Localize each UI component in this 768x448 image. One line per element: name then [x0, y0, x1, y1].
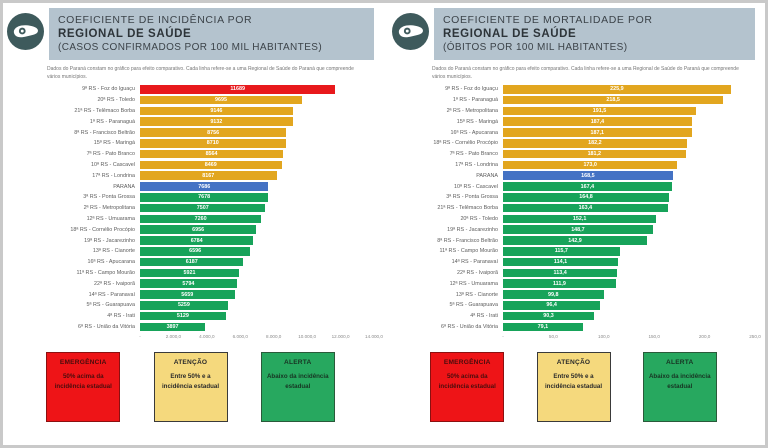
chart-title-line2: REGIONAL DE SAÚDE [443, 28, 577, 41]
bar-value-label: 9695 [215, 97, 228, 104]
bar-value-label: 8756 [207, 129, 220, 136]
chart-disclaimer: Dados do Paraná constam no gráfico para efeito comparativo. Cada linha refere-se a uma Regional de Saúde do Paraná que compreende vários municípios. [432, 66, 739, 80]
bar-value-label: 5129 [176, 313, 189, 320]
chart-row [392, 160, 755, 171]
bar-estado [140, 182, 268, 191]
bar-track [503, 161, 755, 170]
bar-value-label: 90,3 [543, 313, 554, 320]
chart-row [7, 116, 374, 127]
chart-row [392, 300, 755, 311]
chart-title-line1: COEFICIENTE DE MORTALIDADE POR [443, 14, 653, 26]
bar-category-label: 18ª RS - Cornélio Procópio [70, 226, 135, 233]
chart-row [392, 289, 755, 300]
bar-value-label: 113,4 [553, 269, 567, 276]
x-axis-tick: 10.000,0 [298, 334, 317, 340]
bar-rows [392, 84, 755, 332]
bar-category-label: 21ª RS - Telêmaco Borba [74, 107, 135, 114]
panel-incidencia [3, 3, 384, 445]
bar-atencao [140, 150, 283, 159]
bar-value-label: 111,9 [552, 280, 566, 287]
bar-track [503, 182, 755, 191]
infographic [3, 3, 765, 445]
bar-track [140, 204, 374, 213]
bar-category-label: 12ª RS - Umuarama [86, 215, 135, 222]
bar-category-label: PARANÁ [476, 172, 498, 179]
x-axis-spacer [392, 334, 503, 343]
bar-track [503, 225, 755, 234]
bar-track [140, 215, 374, 224]
chart-title-line1: COEFICIENTE DE INCIDÊNCIA POR [58, 14, 253, 26]
legend-box-emergencia [430, 352, 504, 422]
legend-title-atencao: ATENÇÃO [556, 359, 591, 367]
bar-alerta [140, 225, 256, 234]
x-axis-ticks [139, 334, 383, 343]
x-axis [7, 334, 383, 343]
chart-title-box [49, 8, 374, 60]
x-axis-tick: 4.000,0 [199, 334, 215, 340]
legend-title-alerta: ALERTA [284, 359, 312, 367]
bar-value-label: 191,5 [592, 107, 607, 114]
bar-track [140, 269, 374, 278]
bar-category-label: 14ª RS - Paranavaí [88, 291, 135, 298]
bar-value-label: 6596 [189, 248, 202, 255]
parana-health-logo-icon [392, 13, 429, 50]
bar-category-label: 17ª RS - Londrina [455, 161, 498, 168]
bar-track [503, 117, 755, 126]
bar-track [140, 182, 374, 191]
bar-value-label: 187,4 [590, 118, 605, 125]
legend-desc-alerta: Abaixo da incidência estadual [266, 373, 329, 390]
bar-value-label: 115,7 [554, 248, 568, 255]
chart-row [392, 278, 755, 289]
chart-row [7, 95, 374, 106]
chart-row [7, 127, 374, 138]
bar-alerta [503, 279, 616, 288]
legend-title-emergencia: EMERGÊNCIA [443, 359, 491, 367]
bar-atencao [140, 128, 286, 137]
bar-atencao [503, 128, 692, 137]
panel-mortalidade [384, 3, 765, 445]
bar-category-label: 8ª RS - Francisco Beltrão [437, 237, 498, 244]
bar-category-label: 7ª RS - Pato Branco [449, 151, 498, 158]
bar-atencao [503, 150, 686, 159]
legend-title-alerta: ALERTA [666, 359, 694, 367]
bar-category-label: 15ª RS - Maringá [456, 118, 498, 125]
bar-category-label: 18ª RS - Cornélio Procópio [433, 140, 498, 147]
chart-row [7, 246, 374, 257]
bar-track [503, 290, 755, 299]
bar-atencao [503, 85, 731, 94]
chart-row [7, 289, 374, 300]
bar-atencao [140, 171, 277, 180]
x-axis [392, 334, 761, 343]
legend-desc-emergencia: 50% acima da incidência estadual [54, 373, 112, 390]
bar-atencao [503, 117, 692, 126]
chart-row [392, 149, 755, 160]
bar-track [140, 225, 374, 234]
bar-atencao [503, 139, 687, 148]
legend-desc-atencao: Entre 50% e a incidência estadual [544, 373, 603, 390]
bar-track [503, 258, 755, 267]
bar-track [140, 290, 374, 299]
bar-value-label: 167,4 [580, 183, 595, 190]
chart-row [7, 181, 374, 192]
status-legend [392, 352, 755, 422]
bar-alerta [503, 312, 594, 321]
bar-category-label: 16ª RS - Apucarana [450, 129, 498, 136]
bar-value-label: 8469 [204, 161, 217, 168]
legend-title-emergencia: EMERGÊNCIA [59, 359, 107, 367]
bar-value-label: 7260 [194, 215, 207, 222]
bar-category-label: 16ª RS - Apucarana [87, 259, 135, 266]
bar-value-label: 5659 [181, 291, 194, 298]
chart-row [7, 224, 374, 235]
bar-alerta [503, 323, 583, 332]
bar-category-label: 9ª RS - Foz do Iguaçu [445, 86, 498, 93]
bar-atencao [140, 107, 293, 116]
chart-row [392, 311, 755, 322]
bar-track [140, 128, 374, 137]
bar-value-label: 168,5 [581, 172, 595, 179]
bar-category-label: 6ª RS - União da Vitória [77, 323, 135, 330]
chart-row [7, 300, 374, 311]
bar-track [503, 204, 755, 213]
bar-track [140, 85, 374, 94]
bar-track [140, 312, 374, 321]
chart-row [7, 268, 374, 279]
chart-title-line3: (ÓBITOS POR 100 MIL HABITANTES) [443, 41, 628, 53]
chart-row [7, 84, 374, 95]
chart-row [7, 203, 374, 214]
bar-track [503, 128, 755, 137]
bar-track [140, 117, 374, 126]
bar-emergencia [140, 85, 335, 94]
bar-atencao [140, 117, 293, 126]
bar-value-label: 3897 [166, 323, 179, 330]
bar-track [140, 301, 374, 310]
bar-value-label: 114,1 [553, 259, 568, 266]
bar-category-label: 5ª RS - Guarapuava [449, 302, 498, 309]
x-axis-tick: - [139, 334, 141, 340]
bar-track [503, 150, 755, 159]
chart-row [392, 268, 755, 279]
bar-category-label: 22ª RS - Ivaiporã [457, 269, 498, 276]
legend-box-alerta [261, 352, 335, 422]
chart-row [7, 138, 374, 149]
bar-value-label: 5794 [182, 280, 195, 287]
chart-row [7, 192, 374, 203]
chart-row [392, 214, 755, 225]
chart-header [7, 8, 374, 60]
bar-alerta [140, 215, 261, 224]
bar-value-label: 187,1 [590, 129, 605, 136]
chart-row [392, 138, 755, 149]
bar-value-label: 148,7 [571, 226, 585, 233]
bar-category-label: 13ª RS - Cianorte [455, 291, 498, 298]
bar-category-label: 3ª RS - Ponta Grossa [83, 194, 135, 201]
bar-category-label: 22ª RS - Ivaiporã [94, 280, 135, 287]
bar-value-label: 6956 [192, 226, 205, 233]
bar-value-label: 96,4 [546, 302, 557, 309]
bar-atencao [140, 139, 286, 148]
bar-alerta [503, 290, 604, 299]
x-axis-tick: 14.000,0 [365, 334, 383, 340]
bar-alerta [503, 182, 672, 191]
bar-category-label: 9ª RS - Foz do Iguaçu [82, 86, 135, 93]
bar-category-label: 20ª RS - Toledo [460, 215, 498, 222]
legend-box-emergencia [46, 352, 120, 422]
bar-track [140, 150, 374, 159]
bar-value-label: 99,8 [548, 291, 559, 298]
bar-category-label: 19ª RS - Jacarezinho [447, 226, 498, 233]
chart-row [392, 224, 755, 235]
bar-alerta [503, 258, 618, 267]
parana-health-logo-icon [7, 13, 44, 50]
bar-alerta [140, 269, 239, 278]
bar-alerta [140, 193, 268, 202]
x-axis-tick: 6.000,0 [232, 334, 248, 340]
bar-category-label: 21ª RS - Telêmaco Borba [437, 205, 498, 212]
bar-category-label: 8ª RS - Francisco Beltrão [74, 129, 135, 136]
bar-alerta [140, 323, 205, 332]
bar-value-label: 164,8 [579, 194, 593, 201]
chart-row [392, 84, 755, 95]
bar-value-label: 225,9 [610, 86, 624, 93]
bar-value-label: 9146 [210, 107, 223, 114]
chart-row [7, 257, 374, 268]
chart-title-box [434, 8, 755, 60]
chart-row [7, 278, 374, 289]
legend-desc-atencao: Entre 50% e a incidência estadual [161, 373, 220, 390]
bar-value-label: 152,1 [572, 215, 587, 222]
bar-track [503, 312, 755, 321]
bar-atencao [503, 107, 696, 116]
chart-row [7, 311, 374, 322]
chart-row [7, 106, 374, 117]
bar-rows [7, 84, 374, 332]
chart-row [392, 127, 755, 138]
bar-track [503, 236, 755, 245]
chart-row [7, 235, 374, 246]
x-axis-tick: 8.000,0 [266, 334, 282, 340]
bar-atencao [140, 96, 302, 105]
bar-track [503, 269, 755, 278]
bar-alerta [503, 247, 620, 256]
chart-row [7, 322, 374, 333]
bar-track [140, 107, 374, 116]
bar-value-label: 5921 [183, 269, 196, 276]
bar-value-label: 6784 [190, 237, 203, 244]
bar-category-label: 14ª RS - Paranavaí [451, 259, 498, 266]
chart-row [7, 160, 374, 171]
bar-atencao [503, 161, 677, 170]
bar-value-label: 163,4 [578, 205, 593, 212]
chart-row [392, 95, 755, 106]
bar-track [140, 96, 374, 105]
chart-row [392, 116, 755, 127]
bar-track [140, 161, 374, 170]
bar-value-label: 8564 [205, 151, 218, 158]
bar-track [140, 279, 374, 288]
bar-category-label: 2ª RS - Metropolitana [446, 107, 498, 114]
bar-track [503, 215, 755, 224]
chart-title-line2: REGIONAL DE SAÚDE [58, 28, 192, 41]
bar-value-label: 8710 [206, 140, 219, 147]
legend-desc-emergencia: 50% acima da incidência estadual [438, 373, 496, 390]
bar-value-label: 8167 [202, 172, 215, 179]
bar-alerta [140, 279, 237, 288]
bar-value-label: 182,2 [588, 140, 602, 147]
chart-row [392, 257, 755, 268]
status-legend [7, 352, 374, 422]
bar-category-label: 15ª RS - Maringá [93, 140, 135, 147]
bar-category-label: 7ª RS - Pato Branco [86, 151, 135, 158]
legend-box-atencao [537, 352, 611, 422]
bar-track [503, 301, 755, 310]
bar-track [140, 323, 374, 332]
bar-category-label: 2ª RS - Metropolitana [83, 205, 135, 212]
chart-row [392, 246, 755, 257]
bar-track [503, 96, 755, 105]
x-axis-tick: 100,0 [598, 334, 610, 340]
bar-value-label: 6187 [185, 259, 198, 266]
x-axis-tick: 150,0 [648, 334, 660, 340]
bar-value-label: 5259 [177, 302, 190, 309]
chart-row [392, 203, 755, 214]
bar-value-label: 173,0 [583, 161, 597, 168]
bar-category-label: 10ª RS - Cascavel [454, 183, 498, 190]
bar-atencao [140, 161, 282, 170]
chart-row [392, 192, 755, 203]
bar-category-label: 11ª RS - Campo Mourão [439, 248, 498, 255]
bar-value-label: 7686 [198, 183, 211, 190]
bar-track [140, 193, 374, 202]
bar-track [140, 139, 374, 148]
x-axis-tick: 2.000,0 [165, 334, 182, 340]
bar-category-label: 20ª RS - Toledo [97, 97, 135, 104]
chart-row [392, 235, 755, 246]
bar-track [503, 85, 755, 94]
bar-alerta [140, 247, 250, 256]
bar-category-label: 4ª RS - Irati [470, 313, 498, 320]
bar-category-label: 17ª RS - Londrina [92, 172, 135, 179]
bar-value-label: 7678 [198, 194, 211, 201]
bar-category-label: 11ª RS - Campo Mourão [76, 269, 135, 276]
bar-value-label: 11689 [230, 86, 246, 93]
bar-track [503, 323, 755, 332]
bar-alerta [140, 290, 235, 299]
bar-alerta [503, 204, 668, 213]
bar-category-label: PARANÁ [113, 183, 135, 190]
bar-alerta [140, 204, 265, 213]
bar-value-label: 79,1 [537, 323, 549, 330]
chart-disclaimer: Dados do Paraná constam no gráfico para efeito comparativo. Cada linha refere-se a uma Regional de Saúde do Paraná que compreende vários municípios. [47, 66, 354, 80]
bar-alerta [140, 236, 253, 245]
bar-category-label: 13ª RS - Cianorte [92, 248, 135, 255]
bar-category-label: 4ª RS - Irati [107, 313, 135, 320]
x-axis-tick: 50,0 [548, 334, 558, 340]
bar-track [503, 171, 755, 180]
bar-value-label: 9132 [210, 118, 223, 125]
x-axis-ticks [502, 334, 761, 343]
bar-alerta [503, 193, 669, 202]
chart-title-line3: (CASOS CONFIRMADOS POR 100 MIL HABITANTES) [58, 41, 323, 53]
bar-category-label: 3ª RS - Ponta Grossa [446, 194, 498, 201]
bar-category-label: 10ª RS - Cascavel [91, 161, 135, 168]
bar-alerta [140, 301, 228, 310]
legend-box-alerta [643, 352, 717, 422]
bar-estado [503, 171, 673, 180]
bar-category-label: 1ª RS - Paranaguá [89, 118, 135, 125]
bar-alerta [140, 312, 226, 321]
bar-alerta [503, 215, 656, 224]
legend-title-atencao: ATENÇÃO [173, 359, 208, 367]
bar-category-label: 12ª RS - Umuarama [449, 280, 498, 287]
bar-category-label: 19ª RS - Jacarezinho [84, 237, 135, 244]
bar-value-label: 142,9 [568, 237, 582, 244]
bar-alerta [503, 236, 647, 245]
chart-row [392, 106, 755, 117]
x-axis-tick: - [502, 334, 504, 340]
chart-row [7, 214, 374, 225]
legend-box-atencao [154, 352, 228, 422]
bar-value-label: 7507 [196, 205, 209, 212]
bar-value-label: 181,2 [587, 151, 602, 158]
x-axis-tick: 250,0 [749, 334, 761, 340]
x-axis-tick: 12.000,0 [331, 334, 350, 340]
bar-atencao [503, 96, 723, 105]
bar-track [140, 258, 374, 267]
bar-category-label: 6ª RS - União da Vitória [440, 323, 498, 330]
bar-track [140, 247, 374, 256]
bar-track [140, 236, 374, 245]
chart-row [7, 149, 374, 160]
chart-row [7, 170, 374, 181]
bar-category-label: 5ª RS - Guarapuava [86, 302, 135, 309]
bar-alerta [503, 225, 653, 234]
bar-category-label: 1ª RS - Paranaguá [452, 97, 498, 104]
x-axis-tick: 200,0 [698, 334, 711, 340]
chart-row [392, 322, 755, 333]
bar-track [503, 193, 755, 202]
bar-track [140, 171, 374, 180]
bar-track [503, 247, 755, 256]
bar-track [503, 107, 755, 116]
bar-track [503, 279, 755, 288]
bar-alerta [503, 301, 600, 310]
bar-alerta [140, 258, 243, 267]
bar-alerta [503, 269, 617, 278]
bar-track [503, 139, 755, 148]
legend-desc-alerta: Abaixo da incidência estadual [648, 373, 711, 390]
bar-value-label: 218,5 [606, 97, 620, 104]
chart-row [392, 170, 755, 181]
chart-header [392, 8, 755, 60]
chart-row [392, 181, 755, 192]
x-axis-spacer [7, 334, 140, 343]
